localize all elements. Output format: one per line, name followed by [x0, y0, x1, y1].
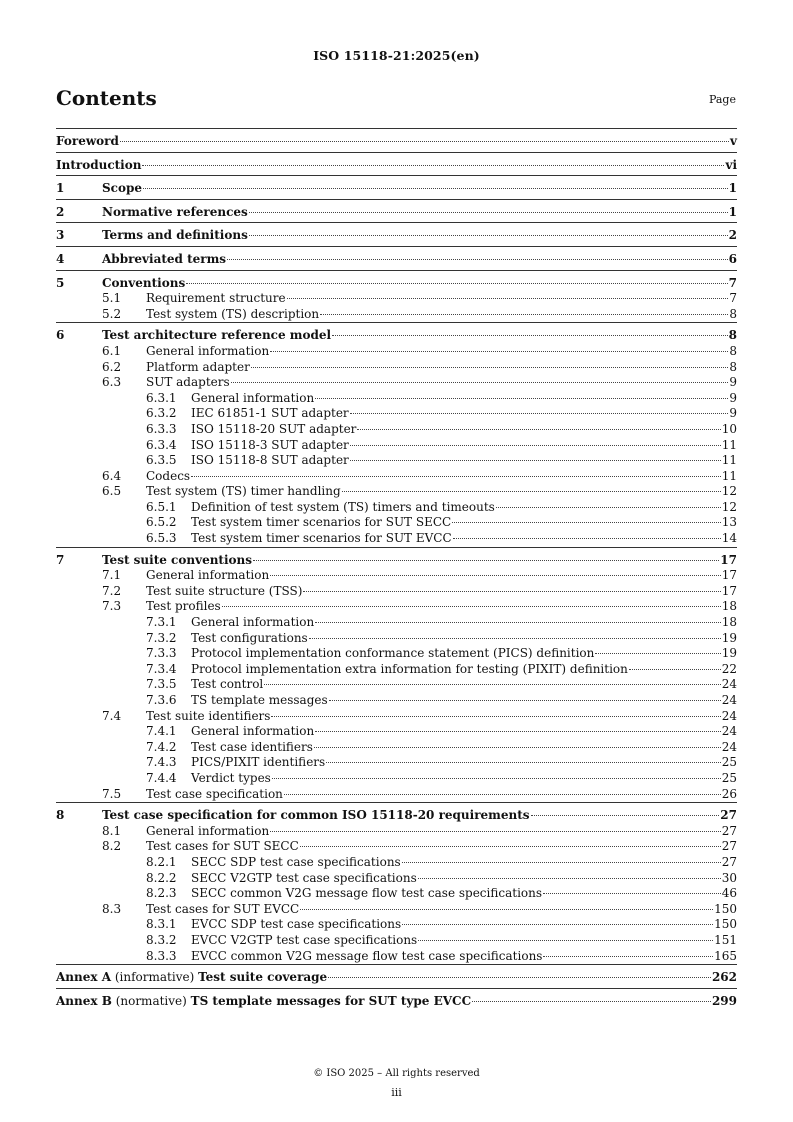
toc-entry[interactable]: [56, 158, 737, 174]
toc-entry-number: 6.3.3: [146, 421, 177, 436]
toc-dot-leader: [418, 940, 713, 941]
toc-entry[interactable]: [56, 438, 737, 454]
document-id-header: ISO 15118-21:2025(en): [313, 48, 480, 63]
toc-entry-number: 6.5.2: [146, 515, 177, 530]
toc-entry[interactable]: [56, 406, 737, 422]
toc-dot-leader: [227, 259, 728, 260]
toc-entry-number: 8.3.3: [146, 948, 177, 963]
toc-entry-number: 7.1: [102, 568, 122, 583]
toc-entry-title: General information: [191, 724, 315, 739]
toc-entry-number: 4: [56, 251, 65, 266]
toc-entry-title: TS template messages for SUT type EVCC: [190, 993, 472, 1008]
toc-entry-title: TS template messages: [191, 693, 328, 707]
toc-entry-title: ISO 15118-3 SUT adapter: [191, 437, 349, 452]
toc-dot-leader: [264, 684, 720, 685]
toc-entry-page: 24: [721, 708, 737, 723]
toc-entry[interactable]: [56, 291, 737, 307]
toc-dot-leader: [314, 747, 721, 748]
toc-dot-leader: [350, 413, 729, 414]
toc-dot-leader: [120, 141, 729, 142]
toc-entry-number: 7.4.2: [146, 739, 177, 754]
toc-entry-page: 262: [711, 970, 737, 985]
toc-dot-leader: [253, 560, 719, 561]
toc-entry[interactable]: [56, 181, 737, 197]
toc-dot-leader: [472, 1001, 711, 1002]
toc-entry-page: 24: [721, 724, 737, 739]
toc-entry-title: Test architecture reference model: [102, 328, 332, 343]
toc-dot-leader: [328, 977, 711, 978]
toc-dot-leader: [342, 491, 721, 492]
toc-entry[interactable]: [56, 808, 737, 824]
toc-dot-leader: [629, 669, 721, 670]
toc-entry-title: Scope: [102, 181, 143, 196]
toc-entry[interactable]: [56, 902, 737, 918]
toc-entry-title: Protocol implementation conformance statement (PICS) definition: [191, 646, 595, 661]
toc-entry-number: 5: [56, 275, 65, 290]
toc-dot-leader: [272, 778, 721, 779]
toc-entry-page: 18: [721, 615, 737, 630]
toc-entry-number: 7.3: [102, 599, 122, 614]
toc-entry-number: 5.1: [102, 291, 122, 306]
toc-dot-leader: [418, 878, 721, 879]
toc-entry-title: SECC SDP test case specifications: [191, 854, 401, 869]
toc-entry-title: Test suite conventions: [102, 552, 253, 567]
toc-entry-title: Test suite structure (TSS): [146, 583, 303, 598]
toc-entry-page: 8: [728, 328, 737, 343]
toc-entry-title: Requirement structure: [146, 291, 286, 306]
toc-entry-page: 17: [721, 583, 737, 598]
toc-entry[interactable]: [56, 662, 737, 678]
toc-entry-page: 14: [721, 531, 737, 546]
toc-dot-leader: [143, 188, 728, 189]
toc-entry-page: 19: [721, 630, 737, 645]
toc-dot-leader: [309, 638, 721, 639]
toc-entry-page: 8: [729, 359, 737, 374]
toc-entry-page: 9: [729, 375, 737, 390]
toc-dot-leader: [191, 476, 721, 477]
toc-entry-number: 7.4.3: [146, 755, 177, 770]
toc-entry-title: Test configurations: [191, 630, 308, 645]
toc-entry-title: Codecs: [146, 468, 191, 483]
toc-entry[interactable]: [56, 328, 737, 344]
toc-entry[interactable]: [56, 584, 737, 600]
toc-entry-number: 6.5.3: [146, 531, 177, 546]
toc-entry-title: Abbreviated terms: [102, 251, 227, 266]
toc-entry-title: Test system timer scenarios for SUT SECC: [191, 515, 452, 530]
toc-entry[interactable]: [56, 134, 737, 150]
toc-dot-leader: [251, 367, 729, 368]
toc-entry-page: 11: [721, 468, 737, 483]
toc-entry-page: 299: [711, 993, 737, 1008]
toc-dot-leader: [357, 429, 720, 430]
toc-dot-leader: [531, 815, 720, 816]
toc-dot-leader: [543, 893, 721, 894]
toc-entry-title: Definition of test system (TS) timers and timeouts: [191, 499, 495, 514]
toc-entry-title: Test system (TS) timer handling: [146, 484, 341, 499]
toc-dot-leader: [452, 522, 720, 523]
toc-dot-leader: [270, 351, 728, 352]
toc-entry-number: 3: [56, 228, 65, 243]
toc-entry[interactable]: [56, 787, 737, 803]
toc-entry[interactable]: [56, 646, 737, 662]
toc-entry-page: 1: [728, 181, 737, 196]
toc-entry-page: 17: [720, 552, 737, 567]
toc-entry-number: 8.3.2: [146, 932, 177, 947]
toc-entry-page: 1: [728, 204, 737, 219]
toc-entry-number: 6.3.2: [146, 406, 177, 421]
toc-entry[interactable]: [56, 599, 737, 615]
toc-entry-title: ISO 15118-8 SUT adapter: [191, 453, 349, 468]
toc-entry-number: 8.2.3: [146, 886, 177, 901]
toc-entry-page: 46: [721, 886, 737, 901]
toc-entry-number: 8.2.1: [146, 854, 177, 869]
toc-dot-leader: [329, 700, 721, 701]
toc-annex-type: (normative): [111, 993, 191, 1008]
toc-entry-title: EVCC V2GTP test case specifications: [191, 932, 418, 947]
toc-entry-title: SUT adapters: [146, 375, 230, 390]
page-column-label: Page: [708, 93, 736, 106]
toc-entry-title: General information: [191, 390, 315, 405]
toc-entry[interactable]: [56, 839, 737, 855]
toc-dot-leader: [222, 606, 721, 607]
toc-entry-page: 17: [721, 568, 737, 583]
toc-dot-leader: [350, 445, 721, 446]
toc-entry-number: 8: [56, 808, 65, 823]
toc-entry-title: EVCC common V2G message flow test case specifications: [191, 948, 543, 963]
toc-entry-title: Test control: [191, 677, 264, 692]
toc-entry[interactable]: [56, 307, 737, 323]
toc-entry-page: 24: [721, 739, 737, 754]
toc-entry[interactable]: [56, 631, 737, 647]
toc-entry-page: 27: [720, 808, 737, 823]
toc-entry[interactable]: [56, 228, 737, 244]
toc-entry-title: Test case specification: [146, 786, 283, 801]
toc-entry-title: Platform adapter: [146, 359, 250, 374]
toc-entry-number: 7.2: [102, 583, 122, 598]
toc-entry-number: 7.5: [102, 786, 122, 801]
toc-entry-title: Normative references: [102, 204, 248, 219]
toc-dot-leader: [300, 909, 713, 910]
toc-dot-leader: [402, 924, 713, 925]
toc-entry-number: 7.4: [102, 708, 122, 723]
toc-entry-page: 19: [721, 646, 737, 661]
toc-dot-leader: [315, 622, 721, 623]
toc-dot-leader: [284, 794, 721, 795]
toc-entry-title: Test cases for SUT EVCC: [146, 901, 300, 916]
toc-entry-number: 5.2: [102, 306, 122, 321]
toc-dot-leader: [315, 398, 728, 399]
toc-entry[interactable]: [56, 933, 737, 949]
toc-entry[interactable]: [56, 724, 737, 740]
toc-entry-page: 151: [714, 932, 737, 947]
toc-entry[interactable]: [56, 970, 737, 986]
toc-entry-number: 6.5: [102, 484, 122, 499]
toc-dot-leader: [249, 235, 728, 236]
toc-entry[interactable]: [56, 871, 737, 887]
toc-entry-title: General information: [146, 568, 270, 583]
toc-entry-title: PICS/PIXIT identifiers: [191, 755, 326, 770]
toc-entry-title: Test cases for SUT SECC: [146, 839, 299, 854]
toc-entry[interactable]: [56, 677, 737, 693]
toc-entry-page: 165: [714, 948, 737, 963]
toc-entry[interactable]: [56, 693, 737, 709]
toc-entry-number: 6.3.5: [146, 453, 177, 468]
toc-entry-number: 6.3.1: [146, 390, 177, 405]
toc-entry[interactable]: [56, 553, 737, 569]
toc-entry-page: 12: [721, 484, 737, 499]
toc-entry-page: vi: [725, 157, 737, 172]
toc-entry[interactable]: [56, 615, 737, 631]
toc-entry[interactable]: [56, 949, 737, 965]
toc-entry[interactable]: [56, 917, 737, 933]
toc-dot-leader: [320, 314, 728, 315]
toc-dot-leader: [350, 460, 721, 461]
page-title: Contents: [56, 86, 157, 110]
toc-dot-leader: [249, 212, 728, 213]
toc-entry-number: 2: [56, 204, 65, 219]
toc-entry-page: 25: [721, 755, 737, 770]
toc-dot-leader: [332, 335, 728, 336]
toc-dot-leader: [300, 846, 721, 847]
toc-entry-title: Introduction: [56, 157, 142, 172]
toc-entry-title: IEC 61851-1 SUT adapter: [191, 406, 349, 421]
toc-dot-leader: [271, 716, 720, 717]
toc-entry[interactable]: [56, 568, 737, 584]
toc-entry[interactable]: [56, 709, 737, 725]
toc-entry-title: Foreword: [56, 134, 119, 148]
toc-annex-label: Annex B: [56, 993, 112, 1008]
toc-entry-page: 24: [721, 693, 737, 707]
toc-entry[interactable]: [56, 886, 737, 902]
toc-entry-title: SECC V2GTP test case specifications: [191, 870, 417, 885]
toc-entry[interactable]: [56, 531, 737, 547]
toc-dot-leader: [186, 283, 727, 284]
toc-entry-title: Conventions: [102, 275, 186, 290]
toc-entry[interactable]: [56, 500, 737, 516]
toc-entry-page: 11: [721, 437, 737, 452]
toc-entry[interactable]: [56, 453, 737, 469]
toc-entry-number: 6.5.1: [146, 499, 177, 514]
toc-dot-leader: [287, 298, 729, 299]
toc-entry-title: Test case identifiers: [191, 739, 313, 754]
toc-dot-leader: [303, 591, 720, 592]
toc-entry-number: 7.3.1: [146, 615, 177, 630]
toc-entry-number: 7.3.2: [146, 630, 177, 645]
toc-entry[interactable]: [56, 360, 737, 376]
toc-entry-number: 1: [56, 181, 65, 196]
toc-entry-page: 10: [721, 421, 737, 436]
toc-dot-leader: [326, 762, 721, 763]
toc-entry-page: 8: [729, 306, 737, 321]
toc-entry-title: SECC common V2G message flow test case specifications: [191, 886, 543, 901]
toc-entry-page: 9: [729, 406, 737, 421]
toc-entry[interactable]: [56, 755, 737, 771]
toc-entry-number: 7.3.4: [146, 661, 177, 676]
toc-entry-page: 24: [721, 677, 737, 692]
toc-entry-page: 12: [721, 499, 737, 514]
toc-entry-title: General information: [146, 823, 270, 838]
toc-dot-leader: [453, 538, 721, 539]
toc-dot-leader: [543, 956, 713, 957]
toc-entry-page: 6: [728, 251, 737, 266]
toc-entry[interactable]: [56, 469, 737, 485]
toc-entry-title: Test suite identifiers: [146, 708, 271, 723]
toc-entry-number: 7.4.4: [146, 770, 177, 785]
toc-entry-title: Test suite coverage: [198, 970, 328, 985]
toc-entry-number: 6.3: [102, 375, 122, 390]
toc-entry-title: ISO 15118-20 SUT adapter: [191, 421, 357, 436]
toc-entry[interactable]: [56, 824, 737, 840]
toc-entry-number: 8.3.1: [146, 917, 177, 932]
toc-entry-number: 7: [56, 552, 65, 567]
toc-entry-number: 6.3.4: [146, 437, 177, 452]
toc-entry-page: 7: [729, 291, 737, 306]
toc-entry-number: 7.3.6: [146, 693, 177, 707]
toc-entry-title: Test case specification for common ISO 15118-20 requirements: [102, 808, 530, 823]
toc-entry-page: 2: [728, 228, 737, 243]
toc-entry-page: 22: [721, 661, 737, 676]
toc-entry-title: General information: [191, 615, 315, 630]
toc-entry-page: 13: [721, 515, 737, 530]
toc-entry-number: 8.2.2: [146, 870, 177, 885]
toc-entry-page: 11: [721, 453, 737, 468]
toc-entry-page: 27: [721, 854, 737, 869]
toc-entry-title: Terms and definitions: [102, 228, 248, 243]
toc-entry-page: 30: [721, 870, 737, 885]
toc-entry-number: 8.2: [102, 839, 122, 854]
toc-dot-leader: [496, 507, 721, 508]
page-number: iii: [391, 1086, 402, 1099]
toc-entry-number: 7.3.5: [146, 677, 177, 692]
toc-entry[interactable]: [56, 344, 737, 360]
toc-entry-page: v: [730, 134, 737, 148]
toc-entry-title: Test system (TS) description: [146, 306, 320, 321]
toc-entry-number: 6.2: [102, 359, 122, 374]
toc-entry[interactable]: [56, 375, 737, 391]
toc-dot-leader: [402, 862, 721, 863]
toc-entry-number: 7.4.1: [146, 724, 177, 739]
toc-entry-page: 25: [721, 770, 737, 785]
toc-entry-number: 8.1: [102, 823, 122, 838]
toc-entry[interactable]: [56, 391, 737, 407]
toc-dot-leader: [270, 831, 721, 832]
toc-entry-page: 150: [714, 901, 737, 916]
toc-dot-leader: [142, 165, 724, 166]
toc-annex-type: (informative): [111, 970, 199, 985]
toc-entry[interactable]: [56, 855, 737, 871]
toc-entry-title: Verdict types: [191, 770, 271, 785]
toc-annex-label: Annex A: [56, 970, 112, 985]
toc-entry[interactable]: [56, 740, 737, 756]
copyright-notice: © ISO 2025 – All rights reserved: [313, 1068, 480, 1079]
toc-entry[interactable]: [56, 252, 737, 268]
toc-entry-page: 27: [721, 823, 737, 838]
toc-entry-number: 8.3: [102, 901, 122, 916]
toc-entry-title: Test system timer scenarios for SUT EVCC: [191, 531, 452, 546]
toc-entry-page: 27: [721, 839, 737, 854]
toc-entry-page: 26: [721, 786, 737, 801]
toc-entry[interactable]: [56, 422, 737, 438]
toc-entry-page: 7: [728, 275, 737, 290]
toc-entry-number: 6.4: [102, 468, 122, 483]
toc-entry[interactable]: [56, 994, 737, 1010]
toc-entry-title: Test profiles: [146, 599, 221, 614]
table-of-contents: [56, 128, 737, 1009]
toc-entry-title: EVCC SDP test case specifications: [191, 917, 402, 932]
toc-entry[interactable]: [56, 276, 737, 292]
toc-entry-page: 8: [729, 343, 737, 358]
toc-dot-leader: [315, 731, 721, 732]
toc-entry[interactable]: [56, 515, 737, 531]
toc-entry-page: 18: [721, 599, 737, 614]
toc-entry[interactable]: [56, 205, 737, 221]
toc-entry-number: 7.3.3: [146, 646, 177, 661]
toc-entry-title: General information: [146, 343, 270, 358]
toc-entry[interactable]: [56, 484, 737, 500]
toc-entry-page: 9: [729, 390, 737, 405]
toc-entry-number: 6: [56, 328, 65, 343]
toc-entry[interactable]: [56, 771, 737, 787]
toc-dot-leader: [270, 575, 721, 576]
toc-dot-leader: [231, 382, 729, 383]
toc-dot-leader: [595, 653, 720, 654]
toc-entry-title: Protocol implementation extra information for testing (PIXIT) definition: [191, 661, 628, 676]
toc-entry-number: 6.1: [102, 343, 122, 358]
toc-entry-page: 150: [714, 917, 737, 932]
